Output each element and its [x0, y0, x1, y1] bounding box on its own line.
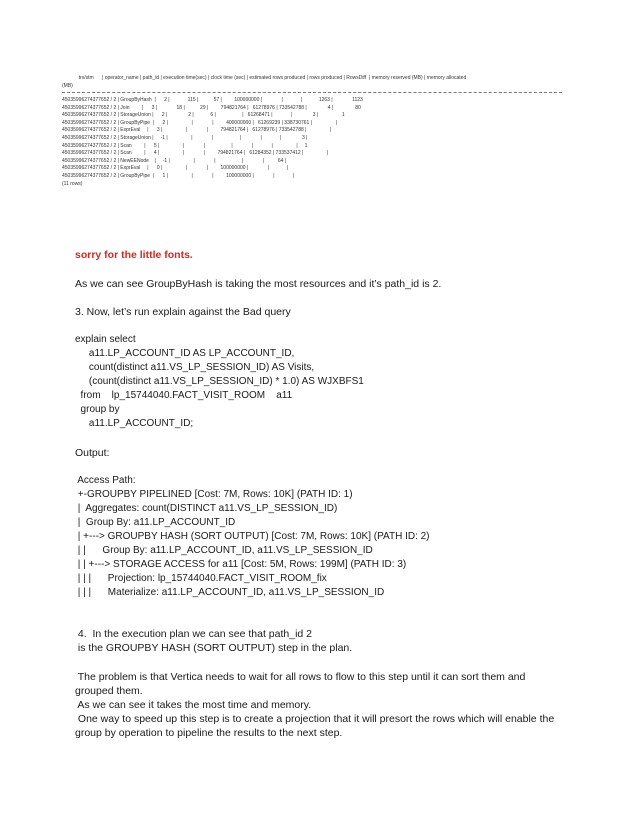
- table-row: 45035996274377652 / 2 | StorageUnion | 2 | 2 | 6 | | 61268471 | | 3 | 1: [62, 112, 345, 119]
- step-4-line: is the GROUPBY HASH (SORT OUTPUT) step in the plan.: [75, 642, 353, 654]
- table-row: 45035996274377652 / 2 | GroupByHash | 2 | 115 | 57 | 100000000 | | | 1263 | 1123: [62, 97, 363, 103]
- query-line: count(distinct a11.VS_LP_SESSION_ID) AS Visits,: [75, 362, 315, 373]
- plan-line: | | | Materialize: a11.LP_ACCOUNT_ID, a11.VS_LP_SESSION_ID: [75, 587, 385, 598]
- plan-line: | Aggregates: count(DISTINCT a11.VS_LP_SESSION_ID): [75, 503, 338, 514]
- query-line: from lp_15744040.FACT_VISIT_ROOM a11: [75, 390, 293, 401]
- table-row: 45035996274377652 / 2 | GroupByPipe | 2 | | | 400000000 | 61269239 | 338730761 | |: [62, 119, 337, 126]
- table-row: 45035996274377652 / 2 | Join | 3 | 18 | 29 | 794821764 | 61278976 | 733542788 | 4 | 80: [62, 104, 361, 111]
- problem-line: grouped them.: [75, 685, 143, 697]
- apology-note: sorry for the little fonts.: [75, 249, 193, 261]
- table-row: 45035996274377652 / 2 | ExprEval | 0 | | | 100000000 | | |: [62, 165, 289, 172]
- plan-line: | Group By: a11.LP_ACCOUNT_ID: [75, 517, 236, 528]
- query-line: explain select: [75, 334, 136, 345]
- plan-line: | | Group By: a11.LP_ACCOUNT_ID, a11.VS_LP_SESSION_ID: [75, 545, 373, 556]
- table-row: 45035996274377652 / 2 | Scan | 5 | | | | | | | 1: [62, 142, 308, 149]
- table-row: 45035996274377652 / 2 | ExprEval | 3 | | | 794821764 | 61278976 | 733542788 | |: [62, 127, 332, 134]
- table-row: 45035996274377652 / 2 | GroupByPipe | 1 | | | 100000000 | | |: [62, 172, 294, 179]
- table-row: 45035996274377652 / 2 | NewEENode | -1 | | | | | 64 |: [62, 157, 287, 164]
- step-3-heading: 3. Now, let’s run explain against the Bad query: [75, 306, 291, 318]
- query-line: a11.LP_ACCOUNT_ID AS LP_ACCOUNT_ID,: [75, 348, 295, 359]
- plan-line: | | | Projection: lp_15744040.FACT_VISIT_ROOM_fix: [75, 573, 327, 584]
- plan-line: Access Path:: [75, 475, 136, 486]
- groupby-paragraph: As we can see GroupByHash is taking the most resources and it’s path_id is 2.: [75, 278, 442, 290]
- table-header-line: trx/stm | operator_name | path_id | execution time(sec) | clock time (sec) | estimated rows produced | rows produced | RowsDiff | memory reserved (MB) | memory allocated: [62, 75, 467, 81]
- problem-line: One way to speed up this step is to create a projection that it will presort the rows which will enable the: [75, 713, 555, 725]
- table-header-line: (MB): [62, 83, 73, 89]
- problem-line: As we can see it takes the most time and memory.: [75, 699, 312, 711]
- problem-line: The problem is that Vertica needs to wait for all rows to flow to this step until it can sort them and: [75, 671, 526, 683]
- table-row: 45035996274377652 / 2 | StorageUnion | -1 | | | | | | 3 |: [62, 134, 308, 141]
- query-line: a11.LP_ACCOUNT_ID;: [75, 418, 194, 429]
- plan-line: +-GROUPBY PIPELINED [Cost: 7M, Rows: 10K] (PATH ID: 1): [75, 489, 353, 500]
- query-line: (count(distinct a11.VS_LP_SESSION_ID) * 1.0) AS WJXBFS1: [75, 376, 364, 387]
- query-line: group by: [75, 404, 120, 415]
- output-label: Output:: [75, 447, 110, 459]
- result-table-header: [62, 74, 582, 90]
- table-separator: [62, 92, 562, 93]
- problem-line: group by operation to pipeline the results to the next step.: [75, 727, 343, 739]
- plan-line: | +---> GROUPBY HASH (SORT OUTPUT) [Cost: 7M, Rows: 10K] (PATH ID: 2): [75, 531, 430, 542]
- table-row: 45035996274377652 / 2 | Scan | 4 | | | 794821764 | 61284352 | 733537412 | |: [62, 150, 329, 157]
- table-footer: (11 rows): [62, 180, 83, 187]
- step-4-line: 4. In the execution plan we can see that path_id 2: [75, 628, 312, 640]
- plan-line: | | +---> STORAGE ACCESS for a11 [Cost: 5M, Rows: 199M] (PATH ID: 3): [75, 559, 407, 570]
- result-table-body: [62, 97, 562, 188]
